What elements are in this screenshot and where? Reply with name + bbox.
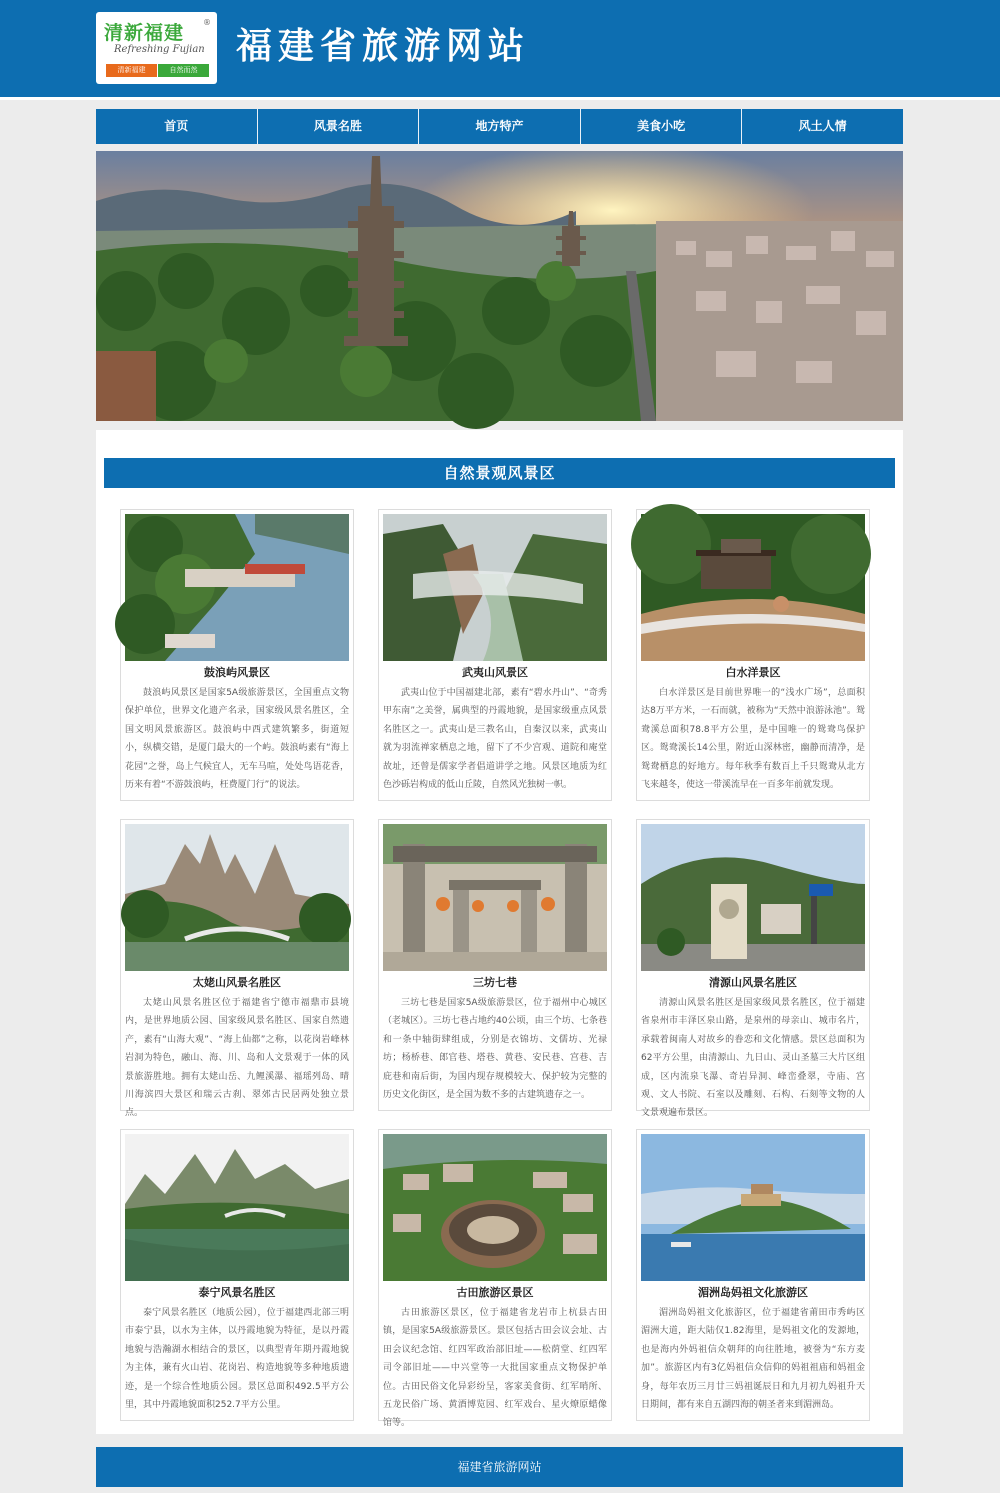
logo-tagline-left: 清新福建	[106, 64, 157, 77]
island-seaside-photo	[125, 514, 349, 661]
scenic-card[interactable]	[120, 819, 354, 1119]
banner-image	[96, 151, 903, 421]
scenic-card[interactable]	[120, 509, 354, 801]
card-title[interactable]: 武夷山风景区	[462, 666, 528, 679]
card-title[interactable]: 太姥山风景名胜区	[193, 976, 281, 989]
card-title[interactable]: 三坊七巷	[473, 976, 517, 989]
card-title[interactable]: 鼓浪屿风景区	[204, 666, 270, 679]
river-gorge-photo	[383, 514, 607, 661]
card-description: 三坊七巷是国家5A级旅游景区，位于福州中心城区（老城区）。三坊七巷占地约40公顷，由三个坊、七条巷和一条中轴街肆组成，分别是衣锦坊、文儒坊、光禄坊；杨桥巷、郎官巷、塔巷、黄巷、安民巷、宫巷、吉庇巷和南后街，为国内现存规模较大、保护较为完整的历史文化街区，是全国为数不多的古建筑遗存之一。	[383, 998, 607, 1101]
mountain-stone-monument-photo	[641, 824, 865, 971]
stone-archway-street-photo	[383, 824, 607, 971]
card-photo[interactable]	[641, 514, 865, 661]
card-description: 白水洋景区是目前世界唯一的“浅水广场”，总面积达8万平方米，一石而就，被称为“天然中浪游泳池”。鸳鸯溪总面积78.8平方公里，是中国唯一的鸳鸯鸟保护区。鸳鸯溪长14公里，附近山深林密，幽静而清净，是鸳鸯栖息的好地方。每年秋季有数百上千只鸳鸯从北方飞来越冬，使这一带溪流早在一百多年前就发现。	[641, 688, 865, 791]
card-photo[interactable]	[125, 514, 349, 661]
card-photo[interactable]	[641, 824, 865, 971]
nav-item-home[interactable]: 首页	[96, 109, 258, 144]
site-logo[interactable]	[96, 12, 217, 84]
waterfall-village-photo	[641, 514, 865, 661]
main-nav	[96, 109, 903, 144]
card-description: 清源山风景名胜区是国家级风景名胜区，位于福建省泉州市丰泽区泉山路，是泉州的母亲山、城市名片，承载着闽南人对故乡的眷恋和文化情感。景区总面积为62平方公里，由清源山、九日山、灵山圣墓三大片区组成，区内流泉飞瀑、奇岩异洞、峰峦叠翠，寺庙、宫观、文人书院、石室以及雕刻、石构、石刻等文物的人文景观遍布景区。	[641, 998, 865, 1119]
card-photo[interactable]	[383, 824, 607, 971]
site-title: 福建省旅游网站	[236, 26, 531, 67]
card-description: 鼓浪屿风景区是国家5A级旅游景区，全国重点文物保护单位，世界文化遗产名录，国家级风景名胜区，全国文明风景旅游区。鼓浪屿中西式建筑繁多，街道短小，纵横交错，是厦门最大的一个屿。鼓浪屿素有“海上花园”之誉，岛上气候宜人，无车马喧，处处鸟语花香，历来有着“不游鼓浪屿，枉费厦门行”的说法。	[125, 688, 349, 791]
scenic-card[interactable]	[378, 1129, 612, 1429]
logo-sub-text: Refreshing Fujian	[114, 44, 205, 55]
scenic-card[interactable]	[636, 819, 870, 1119]
nav-item-scenic-spots[interactable]: 风景名胜	[258, 109, 420, 144]
main-content	[96, 430, 903, 1434]
card-title[interactable]: 清源山风景名胜区	[709, 976, 797, 989]
card-description: 太姥山风景名胜区位于福建省宁德市福鼎市县境内，是世界地质公园、国家级风景名胜区、国家自然遗产，素有“山海大观”、“海上仙都”之称，以花岗岩峰林岩洞为特色，融山、海、川、岛和人文景观于一体的风景旅游胜地。拥有太姥山岳、九鲤溪瀑、福瑶列岛、晴川海滨四大景区和瑞云古刹、翠郊古民居两处独立景点。	[125, 998, 349, 1119]
scenic-card[interactable]	[636, 1129, 870, 1421]
site-header	[0, 0, 1000, 97]
card-description: 湄洲岛妈祖文化旅游区，位于福建省莆田市秀屿区湄洲大道，距大陆仅1.82海里，是妈祖文化的发源地，也是海内外妈祖信众朝拜的向往胜地，被誉为“东方麦加”。旅游区内有3亿妈祖信众信仰的妈祖祖庙和妈祖金身，每年农历三月廿三妈祖诞辰日和九月初九妈祖升天日期间，都有来自五湖四海的朝圣者来到湄洲岛。	[641, 1308, 865, 1411]
card-photo[interactable]	[383, 514, 607, 661]
section-title: 自然景观风景区	[104, 458, 895, 488]
card-description: 古田旅游区景区，位于福建省龙岩市上杭县古田镇，是国家5A级旅游景区。景区包括古田会议会址、古田会议纪念馆、红四军政治部旧址——松荫堂、红四军司令部旧址——中兴堂等一大批国家重点文物保护单位。古田民俗文化异彩纷呈，客家美食街、红军哨所、五龙民俗广场、黄酒博览园、红军戏台、星火燎原蜡像馆等。	[383, 1308, 607, 1429]
card-photo[interactable]	[383, 1134, 607, 1281]
island-temple-sea-photo	[641, 1134, 865, 1281]
scenic-card[interactable]	[636, 509, 870, 801]
card-photo[interactable]	[641, 1134, 865, 1281]
card-title[interactable]: 泰宁风景名胜区	[198, 1286, 276, 1299]
card-title[interactable]: 白水洋景区	[725, 666, 781, 679]
granite-peaks-bridge-photo	[125, 824, 349, 971]
nav-item-local-products[interactable]: 地方特产	[419, 109, 581, 144]
scenic-card[interactable]	[378, 509, 612, 801]
site-footer: 福建省旅游网站	[96, 1447, 903, 1487]
scenic-card[interactable]	[378, 819, 612, 1111]
nav-item-food-snacks[interactable]: 美食小吃	[581, 109, 743, 144]
header-divider	[0, 97, 1000, 100]
logo-tagline-right: 自然而然	[158, 64, 209, 77]
nav-item-customs[interactable]: 风土人情	[798, 119, 847, 133]
registered-mark: ®	[203, 18, 211, 27]
card-title[interactable]: 古田旅游区景区	[456, 1286, 534, 1299]
pagoda-sunset-photo	[96, 151, 903, 421]
card-photo[interactable]	[125, 824, 349, 971]
card-description: 泰宁风景名胜区（地质公园），位于福建西北部三明市泰宁县，以水为主体，以丹霞地貌为特征，是以丹霞地貌与浩瀚湖水相结合的景区，以典型青年期丹霞地貌为主体，兼有火山岩、花岗岩、构造地貌等多种地质遗迹，是一个综合性地质公园。景区总面积492.5平方公里，其中丹霞地貌面积252.7平方公里。	[125, 1308, 349, 1411]
card-photo[interactable]	[125, 1134, 349, 1281]
card-title[interactable]: 湄洲岛妈祖文化旅游区	[698, 1286, 808, 1299]
logo-tagline	[106, 64, 209, 77]
logo-main-text: 清新福建	[104, 22, 185, 44]
card-description: 武夷山位于中国福建北部，素有“碧水丹山”、“奇秀甲东南”之美誉，属典型的丹霞地貌，是国家级重点风景名胜区之一。武夷山是三教名山，自秦汉以来，武夷山就为羽流禅家栖息之地，留下了不少宫观、道院和庵堂故址，还曾是儒家学者倡道讲学之地。风景区地质为红色沙砾岩构成的低山丘陵，自然风光独树一帜。	[383, 688, 607, 791]
round-earth-building-photo	[383, 1134, 607, 1281]
karst-lake-bridge-photo	[125, 1134, 349, 1281]
scenic-card[interactable]	[120, 1129, 354, 1421]
